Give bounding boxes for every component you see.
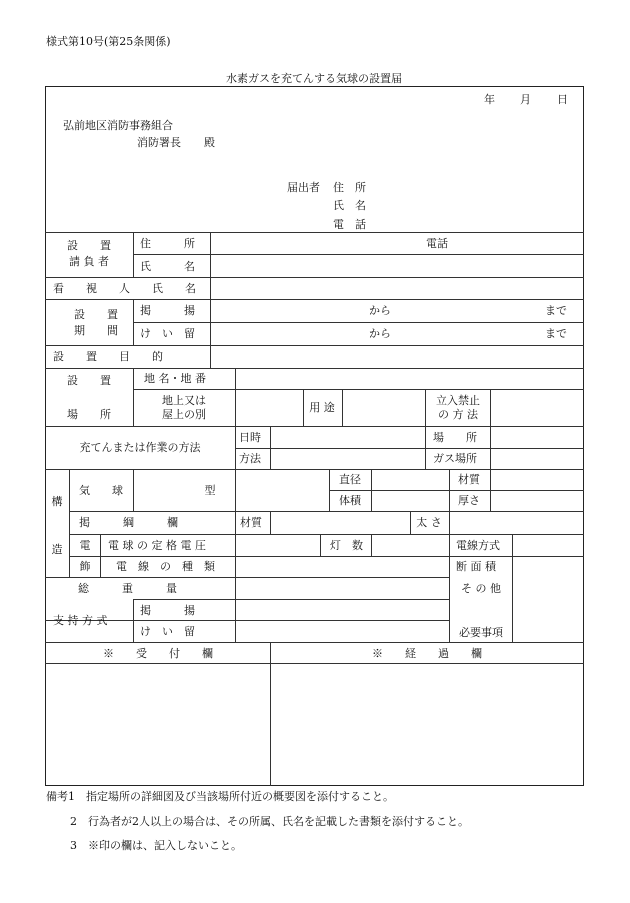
- balloon-material-label: 材質: [458, 473, 480, 486]
- progress-label: ※ 経 過 欄: [372, 647, 482, 660]
- date-year: 年: [484, 93, 495, 106]
- lamps-label: 灯 数: [330, 539, 363, 552]
- table-rule: [100, 534, 101, 577]
- wiring-label: 電線方式: [456, 539, 500, 552]
- table-rule: [69, 469, 70, 577]
- table-rule: [133, 389, 584, 390]
- table-rule: [45, 577, 449, 578]
- contractor-name-label: 氏 名: [140, 260, 195, 273]
- balloon-label: 気 球: [79, 484, 123, 497]
- table-rule: [133, 299, 134, 345]
- table-rule: [45, 642, 584, 643]
- addressee-chief: 消防署長: [137, 136, 181, 149]
- total-weight-label: 総 重 量: [78, 582, 177, 595]
- table-rule: [235, 577, 236, 642]
- table-rule: [133, 368, 134, 426]
- method-location-label: 場 所: [433, 431, 477, 444]
- table-rule: [235, 469, 236, 511]
- place-restrict-label-2: の 方 法: [438, 408, 478, 421]
- table-rule: [69, 556, 584, 557]
- support-raise-label: 掲 揚: [140, 604, 195, 617]
- table-rule: [490, 469, 491, 511]
- table-rule: [133, 254, 584, 255]
- deco-shoku: 飾: [79, 560, 91, 573]
- balloon-type-label: 型: [204, 484, 216, 497]
- table-rule: [133, 322, 584, 323]
- table-rule: [45, 232, 584, 233]
- table-rule: [235, 426, 236, 469]
- form-number: 様式第10号(第25条関係): [46, 35, 171, 48]
- table-rule: [45, 663, 584, 664]
- table-rule: [512, 577, 513, 642]
- period-raise-from: から: [369, 304, 391, 317]
- table-rule: [449, 469, 450, 511]
- balloon-diameter-label: 直径: [339, 473, 361, 486]
- balloon-thickness-label: 厚さ: [458, 494, 480, 507]
- table-rule: [133, 469, 134, 511]
- table-rule: [329, 490, 584, 491]
- addressee-org: 弘前地区消防事務組合: [63, 119, 173, 132]
- table-rule: [410, 511, 411, 534]
- method-label: 充てんまたは作業の方法: [79, 441, 201, 454]
- table-rule: [490, 389, 491, 426]
- table-rule: [210, 345, 211, 368]
- wire-type-label: 電 線 の 種 類: [116, 560, 215, 573]
- table-rule: [210, 299, 211, 345]
- period-moor-to: まで: [545, 327, 567, 340]
- table-rule: [235, 448, 584, 449]
- contractor-label-2: 請 負 者: [69, 255, 109, 268]
- table-rule: [329, 469, 330, 511]
- table-rule: [235, 368, 236, 426]
- net-label: 掲 綱 欄: [79, 516, 178, 529]
- period-label-1: 設 置: [74, 308, 118, 321]
- table-rule: [45, 299, 584, 300]
- deco-den: 電: [79, 539, 91, 552]
- table-rule: [303, 389, 304, 426]
- table-rule: [210, 232, 211, 277]
- table-rule: [45, 277, 584, 278]
- addressee-honorific: 殿: [204, 136, 215, 149]
- support-label: 支 持 方 式: [53, 614, 108, 627]
- table-rule: [270, 426, 271, 469]
- period-raise-to: まで: [545, 304, 567, 317]
- note-3: 3 ※印の欄は、記入しないこと。: [70, 839, 242, 852]
- place-use-label: 用 途: [309, 401, 335, 414]
- table-rule: [490, 426, 491, 469]
- voltage-label: 電 球 の 定 格 電 圧: [108, 539, 206, 552]
- method-datetime-label: 日時: [239, 431, 261, 444]
- table-rule: [69, 511, 584, 512]
- table-rule: [235, 511, 236, 534]
- period-moor-from: から: [369, 327, 391, 340]
- structure-zou: 造: [51, 543, 63, 556]
- table-rule: [45, 426, 584, 427]
- table-rule: [270, 511, 271, 534]
- support-moor-label: け い 留: [140, 625, 195, 638]
- supervisor-label: 看 視 人 氏 名: [53, 282, 196, 295]
- table-rule: [235, 534, 236, 577]
- period-label-2: 期 間: [74, 324, 118, 337]
- place-lot-label: 地 名・地 番: [144, 372, 206, 385]
- table-rule: [342, 389, 343, 426]
- table-rule: [45, 345, 584, 346]
- date-day: 日: [557, 93, 568, 106]
- submitter-phone: 電 話: [333, 218, 366, 231]
- note-1: 備考1 指定場所の詳細図及び当該場所付近の概要図を添付すること。: [46, 790, 394, 803]
- other-label: そ の 他: [461, 582, 501, 595]
- table-rule: [45, 368, 584, 369]
- table-rule: [371, 469, 372, 511]
- place-restrict-label-1: 立入禁止: [436, 394, 480, 407]
- place-label-1: 設 置: [67, 374, 111, 387]
- table-rule: [512, 534, 513, 577]
- method-way-label: 方法: [239, 452, 261, 465]
- net-thickness-label: 太 さ: [416, 516, 442, 529]
- net-material-label: 材質: [240, 516, 262, 529]
- table-rule: [45, 469, 584, 470]
- table-rule: [270, 642, 271, 786]
- contractor-phone-label: 電話: [426, 237, 448, 250]
- table-rule: [69, 534, 584, 535]
- table-rule: [133, 599, 449, 600]
- table-rule: [371, 534, 372, 556]
- period-raise-label: 掲 揚: [140, 304, 195, 317]
- method-gas-place-label: ガス場所: [433, 452, 477, 465]
- period-moor-label: け い 留: [140, 327, 195, 340]
- table-rule: [449, 534, 450, 642]
- table-rule: [210, 277, 211, 299]
- place-ground-label-2: 屋上の別: [162, 408, 206, 421]
- table-rule: [425, 426, 426, 469]
- table-rule: [133, 232, 134, 277]
- table-rule: [133, 599, 134, 642]
- table-rule: [320, 534, 321, 556]
- balloon-volume-label: 体積: [339, 494, 361, 507]
- place-label-2: 場 所: [67, 408, 111, 421]
- table-rule: [425, 389, 426, 426]
- date-month: 月: [520, 93, 531, 106]
- contractor-address-label: 住 所: [140, 237, 195, 250]
- cross-section-label: 断 面 積: [456, 560, 496, 573]
- required-label: 必要事項: [459, 626, 503, 639]
- table-rule: [449, 511, 450, 534]
- submitter-label: 届出者: [287, 181, 320, 194]
- purpose-label: 設 置 目 的: [53, 350, 163, 363]
- form-title: 水素ガスを充てんする気球の設置届: [226, 72, 402, 85]
- note-2: 2 行為者が2人以上の場合は、その所属、氏名を記載した書類を添付すること。: [70, 815, 469, 828]
- contractor-label-1: 設 置: [67, 239, 111, 252]
- structure-kou: 構: [51, 495, 63, 508]
- place-ground-label-1: 地上又は: [162, 394, 206, 407]
- submitter-name: 氏 名: [333, 199, 366, 212]
- reception-label: ※ 受 付 欄: [103, 647, 213, 660]
- submitter-address: 住 所: [333, 181, 366, 194]
